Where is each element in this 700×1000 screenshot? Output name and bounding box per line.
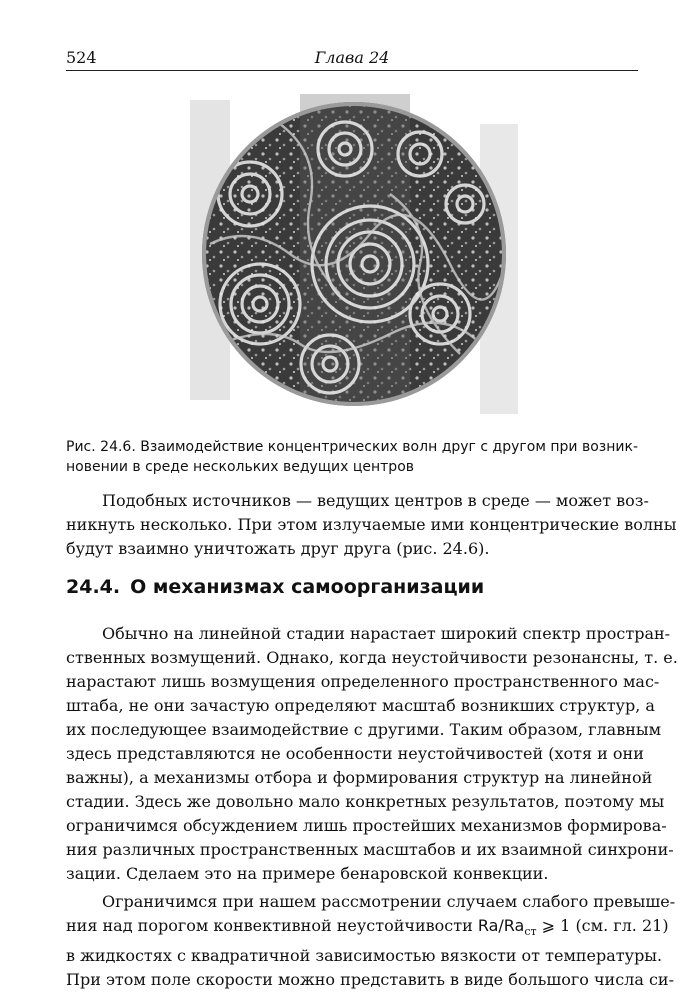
paragraph-3 — [66, 890, 676, 992]
text-line: их последующее взаимодействие с другими. Таким образом, главным — [66, 720, 662, 739]
concentric-waves-image — [190, 94, 518, 414]
text-line: Ограничимся при нашем рассмотрении случаем слабого превыше- — [102, 892, 676, 911]
text-fragment: ния над порогом конвективной неустойчивости — [66, 916, 478, 935]
text-line: нарастают лишь возмущения определенного пространственного мас- — [66, 672, 660, 691]
text-line — [66, 914, 669, 944]
caption-line: Рис. 24.6. Взаимодействие концентрических волн друг с другом при возник- — [66, 439, 638, 455]
text-line: важны), а механизмы отбора и формирования структур на линейной — [66, 768, 653, 787]
figure-caption — [66, 437, 638, 477]
figure-24-6 — [190, 94, 518, 414]
paragraph-1 — [66, 489, 677, 561]
text-line: стадии. Здесь же довольно мало конкретных результатов, поэтому мы — [66, 792, 665, 811]
page-number: 524 — [66, 48, 97, 67]
text-line: Обычно на линейной стадии нарастает широкий спектр простран- — [102, 624, 671, 643]
text-line: зации. Сделаем это на примере бенаровской конвекции. — [66, 864, 549, 883]
rayleigh-ratio: Ra/Ra — [477, 916, 525, 935]
text-line: никнуть несколько. При этом излучаемые ими концентрические волны — [66, 515, 677, 534]
running-title: Глава 24 — [314, 48, 390, 67]
rayleigh-subscript: ст — [524, 925, 537, 939]
text-line: ния различных пространственных масштабов и их взаимной синхрони- — [66, 840, 674, 859]
section-title: О механизмах самоорганизации — [130, 576, 485, 598]
text-line: При этом поле скорости можно представить в виде большого числа си- — [66, 970, 674, 990]
text-line: ственных возмущений. Однако, когда неустойчивости резонансны, т. е. — [66, 648, 678, 667]
text-line: ограничимся обсуждением лишь простейших механизмов формирова- — [66, 816, 667, 835]
paragraph-2 — [66, 622, 678, 886]
text-line: в жидкостях с квадратичной зависимостью вязкости от температуры. — [66, 946, 663, 966]
text-line: здесь представляются не особенности неустойчивостей (хотя и они — [66, 744, 644, 763]
section-number: 24.4. — [66, 576, 121, 598]
text-fragment: ⩾ 1 (см. гл. 21) — [536, 916, 669, 935]
page-header — [66, 44, 638, 71]
text-line: штаба, не они зачастую определяют масштаб возникших структур, а — [66, 696, 655, 715]
section-heading — [66, 576, 484, 598]
text-line: Подобных источников — ведущих центров в среде — может воз- — [102, 491, 649, 510]
caption-line: новении в среде нескольких ведущих центров — [66, 459, 415, 475]
text-line: будут взаимно уничтожать друг друга (рис. 24.6). — [66, 539, 490, 558]
